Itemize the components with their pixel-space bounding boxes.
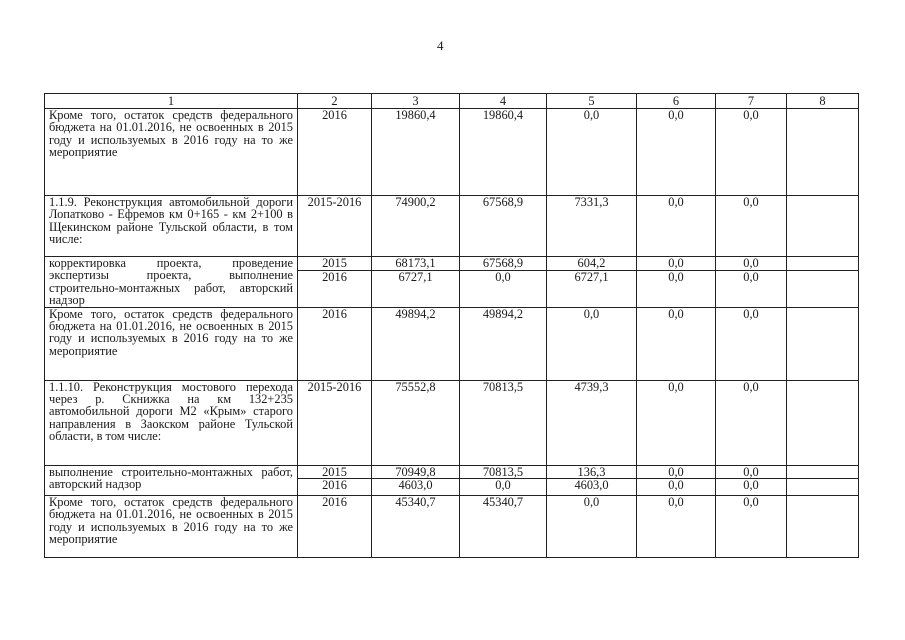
table-cell: 67568,9 xyxy=(460,257,547,271)
budget-table xyxy=(44,93,859,558)
table-row xyxy=(45,465,859,478)
table-cell: 0,0 xyxy=(716,496,787,558)
column-header: 5 xyxy=(547,94,637,109)
column-header: 4 xyxy=(460,94,547,109)
table-cell: 0,0 xyxy=(637,496,716,558)
row-description: Кроме того, остаток средств федерального бюджета на 01.01.2016, не освоенных в 2015 году и используемых в 2016 году на то же мероприятие xyxy=(45,109,298,196)
table-cell xyxy=(787,109,859,196)
table-row xyxy=(45,196,859,257)
table-cell: 0,0 xyxy=(637,380,716,465)
table-header-row xyxy=(45,94,859,109)
table-cell: 0,0 xyxy=(637,109,716,196)
page-number: 4 xyxy=(437,38,444,53)
row-description: корректировка проекта, проведение экспертизы проекта, выполнение строительно-монтажных работ, авторский надзор xyxy=(45,257,298,308)
row-description: Кроме того, остаток средств федерального бюджета на 01.01.2016, не освоенных в 2015 году и используемых в 2016 году на то же мероприятие xyxy=(45,307,298,380)
table-cell: 70813,5 xyxy=(460,380,547,465)
table-cell: 0,0 xyxy=(547,307,637,380)
column-header: 1 xyxy=(45,94,298,109)
table-cell: 70813,5 xyxy=(460,465,547,478)
table-cell: 2015 xyxy=(298,465,372,478)
table-cell: 0,0 xyxy=(716,196,787,257)
table-cell: 19860,4 xyxy=(460,109,547,196)
table-cell: 0,0 xyxy=(716,307,787,380)
table-cell: 0,0 xyxy=(547,496,637,558)
table-cell: 2016 xyxy=(298,479,372,496)
table-cell: 49894,2 xyxy=(372,307,460,380)
table-cell: 0,0 xyxy=(637,479,716,496)
table-cell: 0,0 xyxy=(716,465,787,478)
row-description: Кроме того, остаток средств федерального бюджета на 01.01.2016, не освоенных в 2015 году и используемых в 2016 году на то же мероприятие xyxy=(45,496,298,558)
table-cell: 2015-2016 xyxy=(298,196,372,257)
table-cell: 0,0 xyxy=(637,465,716,478)
table-cell: 19860,4 xyxy=(372,109,460,196)
table-cell xyxy=(787,479,859,496)
table-cell: 2016 xyxy=(298,307,372,380)
table-cell: 67568,9 xyxy=(460,196,547,257)
table-cell xyxy=(787,196,859,257)
table-cell xyxy=(787,496,859,558)
table-cell: 2016 xyxy=(298,109,372,196)
table-cell: 2016 xyxy=(298,270,372,307)
table-cell: 2016 xyxy=(298,496,372,558)
table-cell xyxy=(787,270,859,307)
table-cell: 604,2 xyxy=(547,257,637,271)
row-description: 1.1.9. Реконструкция автомобильной дороги Лопатково - Ефремов км 0+165 - км 2+100 в Щекинском районе Тульской области, в том числе: xyxy=(45,196,298,257)
table-cell: 0,0 xyxy=(547,109,637,196)
table-cell xyxy=(787,257,859,271)
table-row xyxy=(45,496,859,558)
table-cell: 0,0 xyxy=(716,109,787,196)
table-cell: 75552,8 xyxy=(372,380,460,465)
table-cell: 4603,0 xyxy=(372,479,460,496)
table-cell: 0,0 xyxy=(716,380,787,465)
table-cell: 0,0 xyxy=(460,479,547,496)
column-header: 2 xyxy=(298,94,372,109)
table-cell: 0,0 xyxy=(637,196,716,257)
table-row xyxy=(45,307,859,380)
table-cell: 74900,2 xyxy=(372,196,460,257)
table-cell: 136,3 xyxy=(547,465,637,478)
table-cell: 45340,7 xyxy=(460,496,547,558)
table-cell xyxy=(787,380,859,465)
column-header: 3 xyxy=(372,94,460,109)
table-cell: 6727,1 xyxy=(547,270,637,307)
table-cell: 4739,3 xyxy=(547,380,637,465)
column-header: 8 xyxy=(787,94,859,109)
table-cell xyxy=(787,465,859,478)
table-cell: 2015-2016 xyxy=(298,380,372,465)
table-row xyxy=(45,109,859,196)
table-row xyxy=(45,257,859,271)
table-cell xyxy=(787,307,859,380)
table-cell: 0,0 xyxy=(637,307,716,380)
table-row xyxy=(45,380,859,465)
row-description: 1.1.10. Реконструкция мостового перехода через р. Скнижка на км 132+235 автомобильной дороги М2 «Крым» старого направления в Заокском районе Тульской области, в том числе: xyxy=(45,380,298,465)
table-cell: 6727,1 xyxy=(372,270,460,307)
table-cell: 0,0 xyxy=(637,257,716,271)
table-cell: 0,0 xyxy=(716,257,787,271)
column-header: 6 xyxy=(637,94,716,109)
table-cell: 70949,8 xyxy=(372,465,460,478)
table-cell: 0,0 xyxy=(460,270,547,307)
table-cell: 49894,2 xyxy=(460,307,547,380)
table-cell: 45340,7 xyxy=(372,496,460,558)
table-cell: 4603,0 xyxy=(547,479,637,496)
table-cell: 0,0 xyxy=(716,270,787,307)
table-cell: 0,0 xyxy=(716,479,787,496)
table-cell: 68173,1 xyxy=(372,257,460,271)
row-description: выполнение строительно-монтажных работ, авторский надзор xyxy=(45,465,298,495)
table-cell: 2015 xyxy=(298,257,372,271)
table-cell: 7331,3 xyxy=(547,196,637,257)
table-cell: 0,0 xyxy=(637,270,716,307)
column-header: 7 xyxy=(716,94,787,109)
